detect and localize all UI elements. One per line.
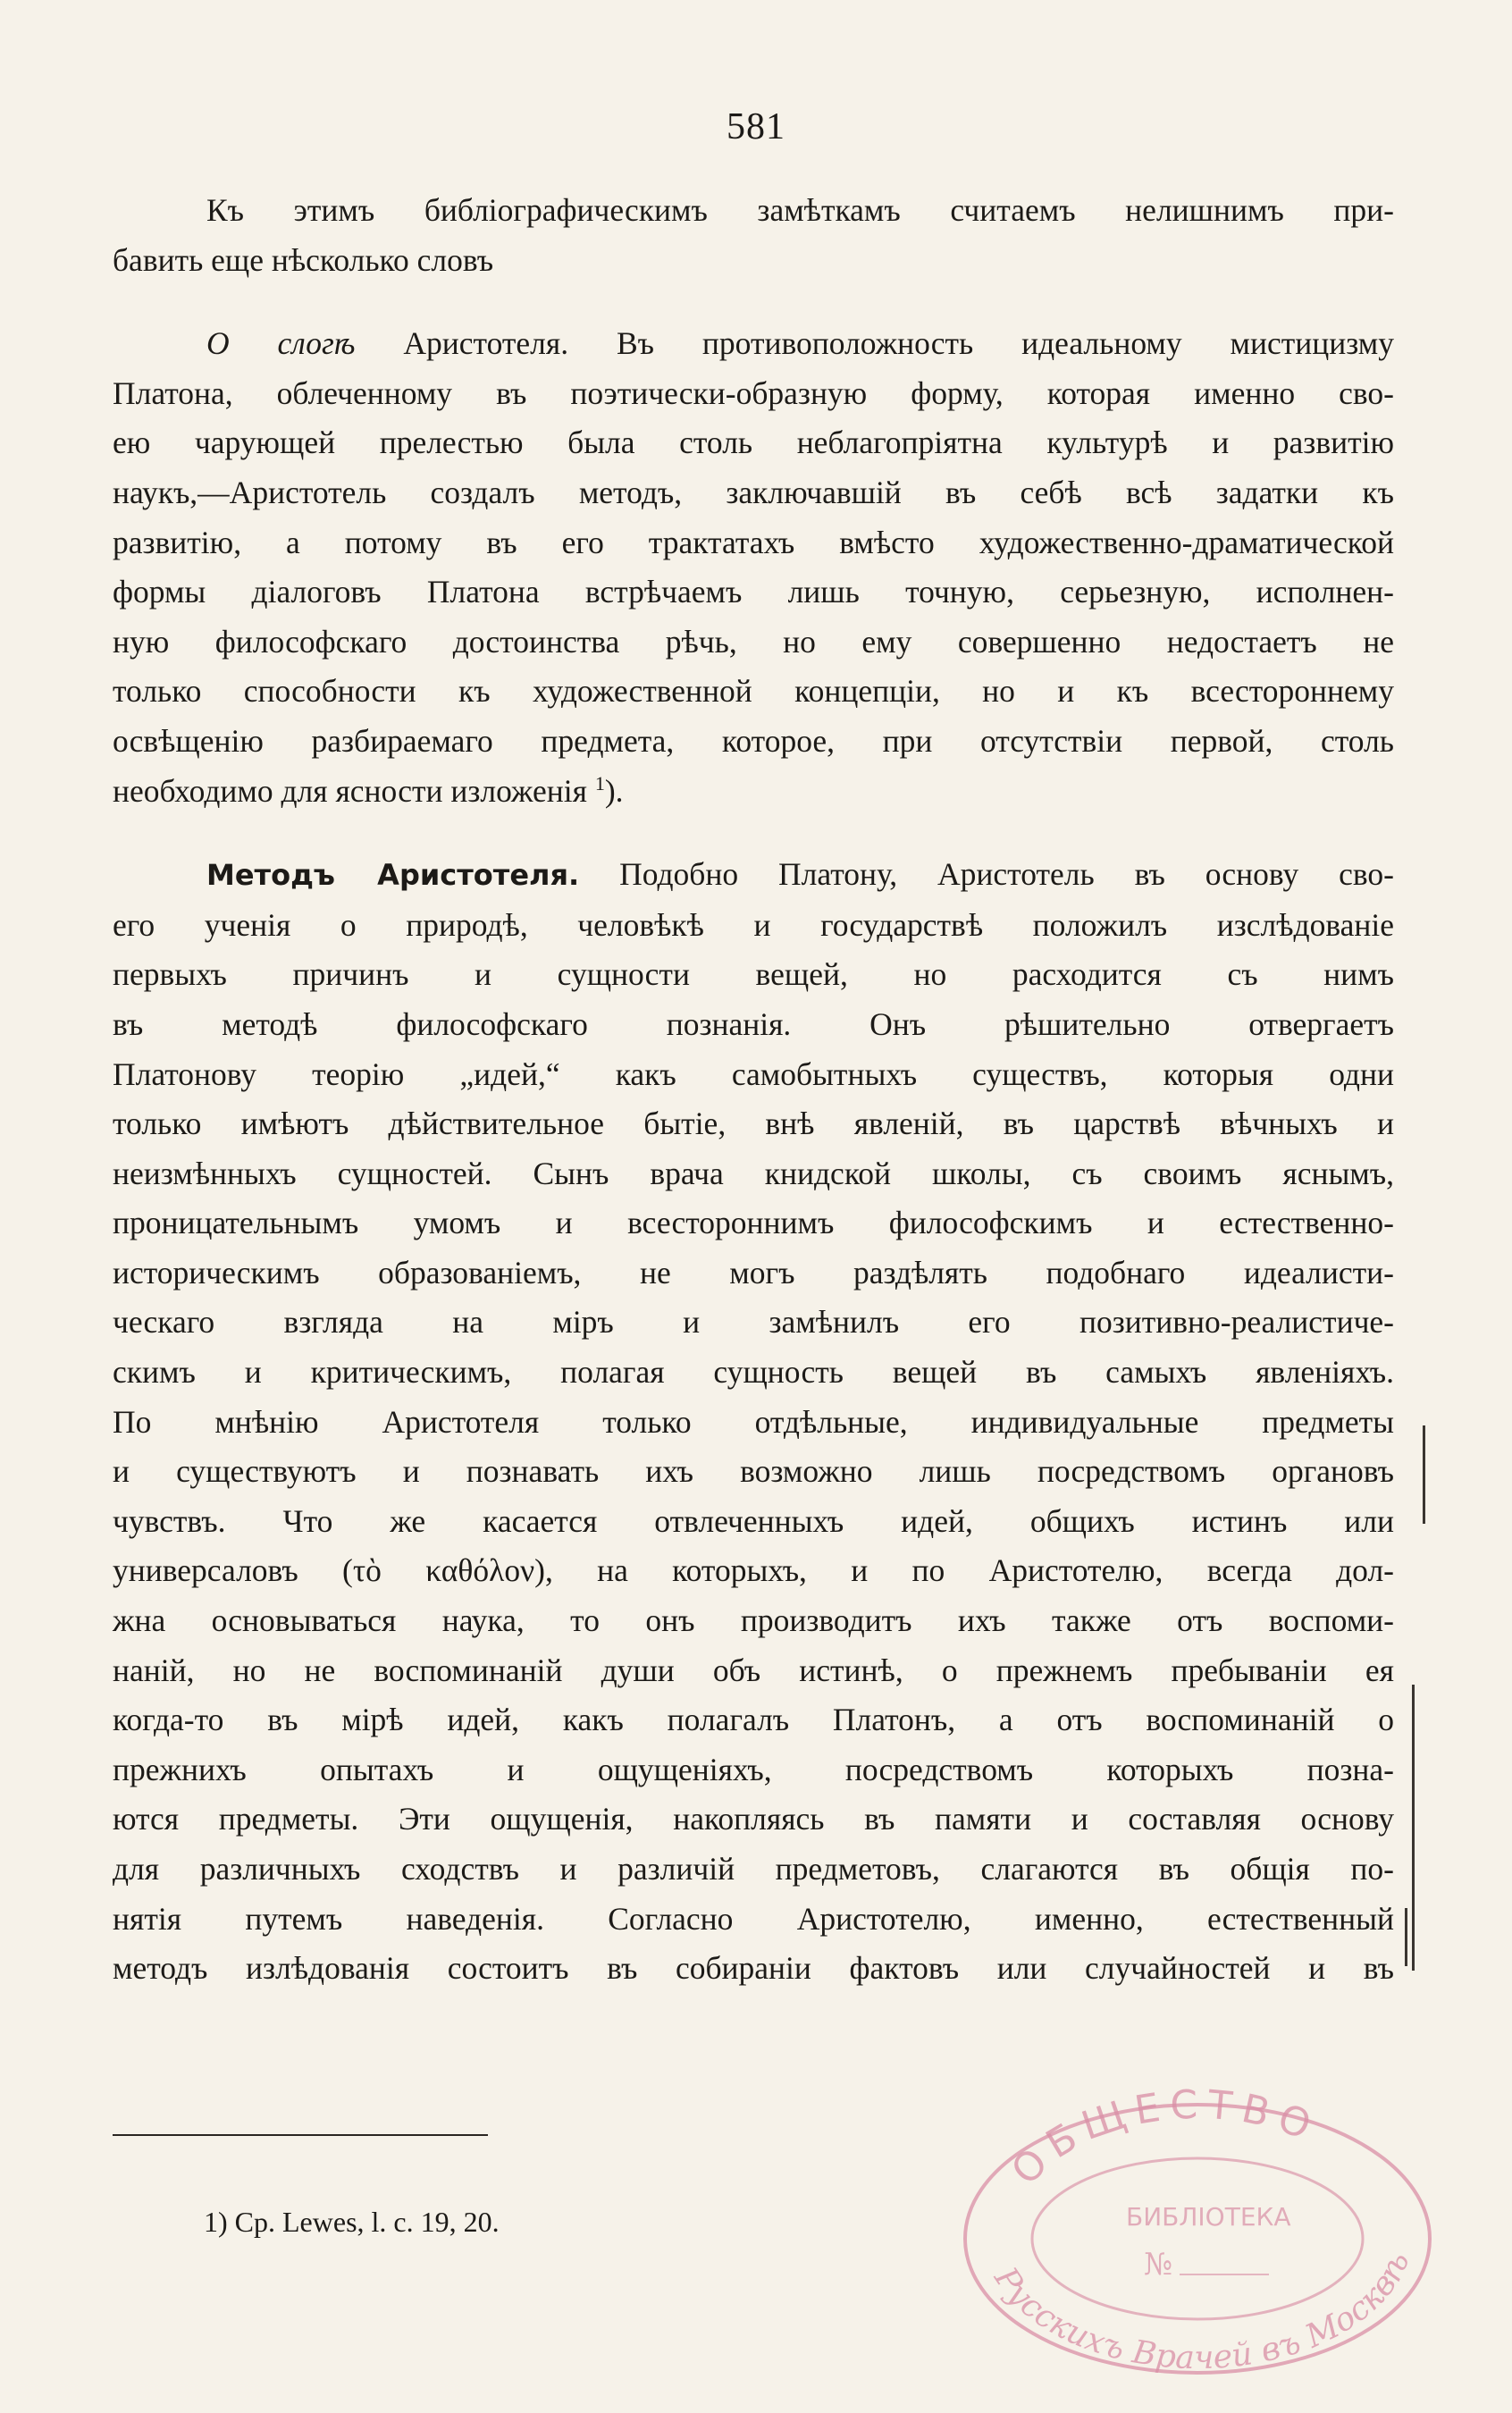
page-text [113, 186, 1394, 1994]
text-line: жна основываться наука, то онъ производитъ ихъ также отъ воспоми- [113, 1602, 1394, 1639]
footnote-text: Ср. Lewes, l. c. 19, 20. [227, 2206, 500, 2238]
text-line: прежнихъ опытахъ и ощущеніяхъ, посредствомъ которыхъ позна- [113, 1751, 1394, 1787]
footnote-divider [113, 2134, 488, 2136]
text-line: неизмѣнныхъ сущностей. Сынъ врача книдской школы, съ своимъ яснымъ, [113, 1155, 1394, 1191]
text-line: его ученія о природѣ, человѣкѣ и государствѣ положилъ изслѣдованіе [113, 906, 1394, 943]
footnote [204, 2206, 500, 2239]
text-line: ею чарующей прелестью была столь неблагопріятна культурѣ и развитію [113, 425, 1394, 461]
text-line: въ методѣ философскаго познанія. Онъ рѣшительно отвергаетъ [113, 1005, 1394, 1042]
svg-text:ОБЩЕСТВО [1003, 2082, 1325, 2194]
text-line: и существуютъ и познавать ихъ возможно лишь посредствомъ органовъ [113, 1453, 1394, 1490]
margin-mark [1423, 1425, 1425, 1524]
stamp-top-text: ОБЩЕСТВО [1003, 2082, 1326, 2194]
style-paragraph [113, 319, 1394, 816]
text-line: Методъ Аристотеля. Подобно Платону, Аристотель въ основу сво- [206, 856, 1394, 893]
text-line: универсаловъ (τὸ καθόλον), на которыхъ, и по Аристотелю, всегда дол- [113, 1552, 1394, 1589]
text-line: Платона, облеченному въ поэтически-образную форму, которая именно сво- [113, 374, 1394, 411]
stamp-bottom-text: Русскихъ Врачей въ Москвѣ [987, 2246, 1417, 2377]
text-line: только способности къ художественной концепціи, но и къ всестороннему [113, 673, 1394, 710]
stamp-number-text: № [1144, 2247, 1173, 2283]
text-line: наукъ,—Аристотель создалъ методъ, заключавшій въ себѣ всѣ задатки къ [113, 474, 1394, 510]
library-stamp [947, 2082, 1448, 2377]
text-line: наній, но не воспоминаній души объ истинѣ, о прежнемъ пребываніи ея [113, 1652, 1394, 1688]
intro-paragraph [113, 186, 1394, 285]
text-line: ются предметы. Эти ощущенія, накопляясь въ памяти и составляя основу [113, 1801, 1394, 1837]
text-line: О слогѣ Аристотеля. Въ противоположность идеальному мистицизму [206, 325, 1394, 362]
text-line: историческимъ образованіемъ, не могъ раздѣлять подобнаго идеалисти- [113, 1254, 1394, 1291]
text-line: формы діалоговъ Платона встрѣчаемъ лишь точную, серьезную, исполнен- [113, 574, 1394, 610]
text-line: ческаго взгляда на міръ и замѣнилъ его позитивно-реалистиче- [113, 1304, 1394, 1341]
text-line: развитію, а потому въ его трактатахъ вмѣсто художественно-драматической [113, 524, 1394, 560]
footnote-reference[interactable]: 1 [594, 771, 605, 795]
text-line: бавить еще нѣсколько словъ [113, 241, 494, 278]
text-line: проницательнымъ умомъ и всестороннимъ философскимъ и естественно- [113, 1205, 1394, 1241]
page-number: 581 [727, 106, 785, 147]
margin-mark [1405, 1908, 1407, 1966]
style-heading: О слогѣ [206, 325, 356, 362]
text-line: когда-то въ мірѣ идей, какъ полагалъ Платонъ, а отъ воспоминаній о [113, 1702, 1394, 1738]
stamp-middle-text: БИБЛІОТЕКА [1126, 2202, 1291, 2232]
text-line: необходимо для ясности изложенія $^1$). [113, 771, 624, 809]
text-line: для различныхъ сходствъ и различій предметовъ, слагаются въ общія по- [113, 1851, 1394, 1887]
text-line: Къ этимъ библіографическимъ замѣткамъ считаемъ нелишнимъ при- [206, 192, 1394, 228]
method-heading: Методъ Аристотеля. [206, 858, 580, 893]
margin-mark [1412, 1685, 1415, 1971]
text-line: скимъ и критическимъ, полагая сущность вещей въ самыхъ явленіяхъ. [113, 1354, 1394, 1391]
text-line: ную философскаго достоинства рѣчь, но ему совершенно недостаетъ не [113, 623, 1394, 660]
footnote-marker: 1) [204, 2206, 228, 2238]
text-line: первыхъ причинъ и сущности вещей, но расходится съ нимъ [113, 956, 1394, 993]
text-line: нятія путемъ наведенія. Согласно Аристотелю, именно, естественный [113, 1900, 1394, 1937]
text-line: Платонову теорію „идей,“ какъ самобытныхъ существъ, которыя одни [113, 1055, 1394, 1092]
text-line: чувствъ. Что же касается отвлеченныхъ идей, общихъ истинъ или [113, 1502, 1394, 1539]
text-line: По мнѣнію Аристотеля только отдѣльные, индивидуальные предметы [113, 1403, 1394, 1440]
text-line: методъ излѣдованія состоитъ въ собираніи фактовъ или случайностей и въ [113, 1950, 1394, 1987]
text-line: только имѣютъ дѣйствительное бытіе, внѣ явленій, въ царствѣ вѣчныхъ и [113, 1106, 1394, 1142]
method-paragraph [113, 850, 1394, 1994]
text-line: освѣщенію разбираемаго предмета, которое, при отсутствіи первой, столь [113, 722, 1394, 759]
